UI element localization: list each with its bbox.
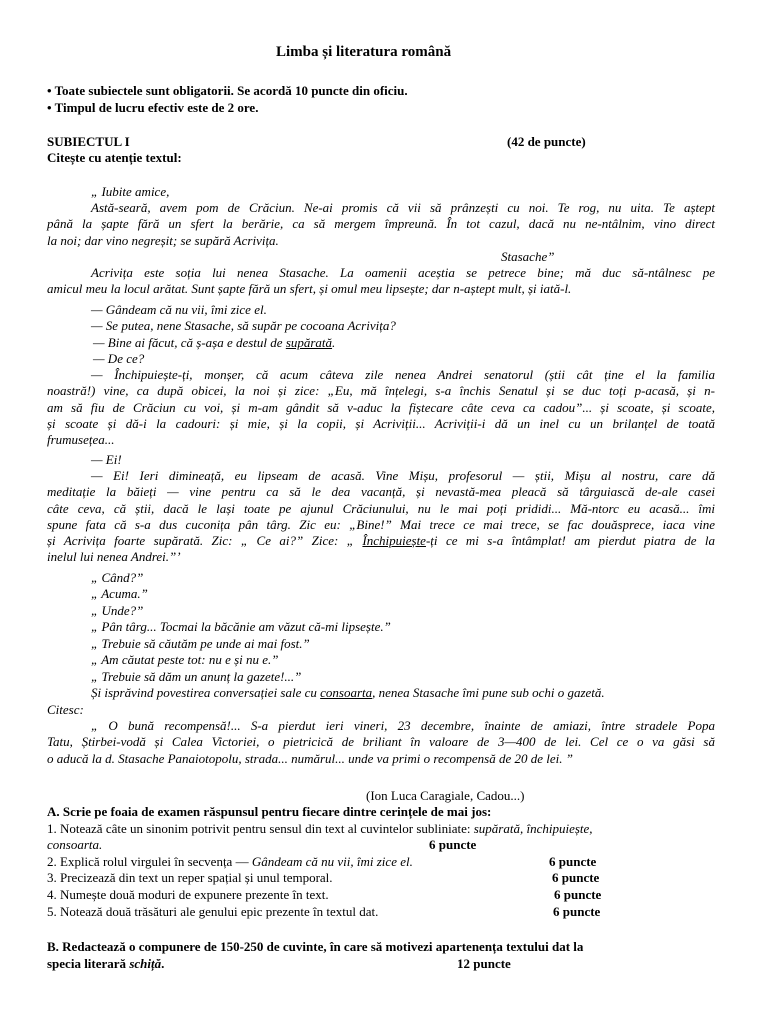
task-item: 2. Explică rolul virgulei în secvența — Gândeam că nu vii, îmi zice el.	[47, 854, 413, 869]
dialogue-line: — Ei!	[91, 452, 122, 467]
task-item: 4. Numește două moduri de expunere prezente în text.	[47, 887, 329, 902]
quote-line: „ Am căutat peste tot: nu e și nu e.”	[91, 652, 279, 667]
task-points: 6 puncte	[554, 887, 602, 902]
subject-heading: SUBIECTUL I	[47, 134, 130, 149]
letter-greeting: „ Iubite amice,	[91, 184, 170, 199]
dialogue-line: — Gândeam că nu vii, îmi zice el.	[91, 302, 267, 317]
task-points: 6 puncte	[429, 837, 477, 852]
task-item: 5. Notează două trăsături ale genului epic prezente în textul dat.	[47, 904, 379, 919]
part-b-heading: B. Redactează o compunere de 150-250 de cuvinte, în care să motivezi apartenența textului dat la	[47, 939, 584, 954]
page-title: Limba și literatura română	[276, 44, 452, 60]
task-item-continuation: consoarta.	[47, 837, 103, 852]
quote-line: „ Când?”	[91, 570, 144, 585]
subject-points: (42 de puncte)	[507, 134, 586, 149]
part-b-heading-line2: specia literară schiță.	[47, 956, 165, 971]
dialogue-line-with-underline: și Acrivița foarte supărată. Zic: „ Ce ai?” Zice: „ Închipuiește-ți ce mi s-a întâmplat! am pierdut piatra de la	[47, 533, 715, 549]
part-a-heading: A. Scrie pe foaia de examen răspunsul pentru fiecare dintre cerințele de mai jos:	[47, 804, 492, 819]
letter-body: Astă-seară, avem pom de Crăciun. Ne-ai promis că vii să prânzești cu noi. Te rog, nu uita. Te aștept până la șapte fără un sfert la berărie, ca să mergem împreună. În tot cazul, dacă nu ne-ntâlnim, vino direct la noi; dar vino negreșit; se supără Acrivița.	[47, 200, 715, 248]
dialogue-paragraph: — Închipuiește-ți, monșer, că acum câteva zile nenea Andrei senatorul (știi cât ține el la familia noastră!) vine, ca după obicei, la noi și zice: „Eu, mă înțelegi, s-a închis Senatul și se duc toți p-acasă, și n- am să fiu de Crăciun cu voi, și m-am gândit să v-aduc la fiștecare câte ceva ca cadou”... și scoate, și scoate, și scoate și dă-i la cadouri: și mie, și la copii, și Acriviții... Acriviții-i dă un inel cu un brilanțel de toată frumusețea...	[47, 367, 715, 448]
underlined-word: Închipuiește	[362, 533, 426, 549]
quote-line: „ Trebuie să dăm un anunț la gazete!...”	[91, 669, 302, 684]
dialogue-line: — Se putea, nene Stasache, să supăr pe cocoana Acrivița?	[91, 318, 396, 333]
letter-signature: Stasache”	[501, 249, 555, 264]
narration-line: Și isprăvind povestirea conversației sale cu consoarta, nenea Stasache îmi pune sub ochi o gazetă.	[91, 685, 605, 700]
instruction-line: • Timpul de lucru efectiv este de 2 ore.	[47, 100, 259, 115]
narration-paragraph: Acrivița este soția lui nenea Stasache. La oamenii aceștia se petrece bine; mă duc să-ntâlnesc pe amicul meu la locul arătat. Sunt șapte fără un sfert, și omul meu lipsește; dar n-aștept mult, și iată-l.	[47, 265, 715, 297]
task-points: 6 puncte	[552, 870, 600, 885]
quote-line: „ Pân târg... Tocmai la băcănie am văzut că-mi lipsește.”	[91, 619, 391, 634]
read-instruction: Citește cu atenție textul:	[47, 150, 182, 165]
narration-line: Citesc:	[47, 702, 84, 717]
underlined-word: supărată	[285, 335, 333, 350]
instruction-line: • Toate subiectele sunt obligatorii. Se acordă 10 puncte din oficiu.	[47, 83, 408, 98]
dialogue-paragraph: — Ei! Ieri dimineață, eu lipseam de acasă. Vine Mișu, profesorul — știi, Mișu al nostru, care dă meditație la băieți — vine pentru ca să le dea vacanță, și nevastă-mea pleacă să târguiască de-ale casei câte ceva, că știi, dacă le lași toate pe ajunul Crăciunului, nu le mai poți prididi... Mă-ntorc eu acasă... îmi spune fata că s-a dus cuconița pân târg. Zic eu: „Bine!” Mai trece ce mai trece, se fac douăsprece, iaca vine și Acrivița foarte supărată. Zic: „ Ce ai?” Zice: „ Închipuiește-ți ce mi s-a întâmplat! am pierdut piatra de la inelul lui nenea Andrei.”’	[47, 468, 715, 565]
quote-line: „ Unde?”	[91, 603, 144, 618]
dialogue-line: — Bine ai făcut, că ș-așa e destul de supărată.	[93, 335, 336, 350]
task-item: 1. Notează câte un sinonim potrivit pentru sensul din text al cuvintelor subliniate: supărată, închipuiește,	[47, 821, 593, 836]
source-citation: (Ion Luca Caragiale, Cadou...)	[366, 788, 525, 803]
quote-line: „ Acuma.”	[91, 586, 148, 601]
underlined-word: consoarta	[320, 685, 373, 700]
quote-line: „ Trebuie să căutăm pe unde ai mai fost.”	[91, 636, 310, 651]
dialogue-line: — De ce?	[93, 351, 145, 366]
task-item: 3. Precizează din text un reper spațial și unul temporal.	[47, 870, 333, 885]
task-points: 6 puncte	[549, 854, 597, 869]
ad-paragraph: „ O bună recompensă!... S-a pierdut ieri vineri, 23 decembre, înainte de amiazi, între stradele Popa Tatu, Știrbei-vodă și Calea Victoriei, o pietricică de briliant în valoare de 3—400 de lei. Cel ce o va găsi să o aducă la d. Stasache Panaiotopolu, strada... numărul... unde va primi o recompensă de 20 de lei. ”	[47, 718, 715, 766]
task-points: 12 puncte	[457, 956, 511, 971]
task-points: 6 puncte	[553, 904, 601, 919]
